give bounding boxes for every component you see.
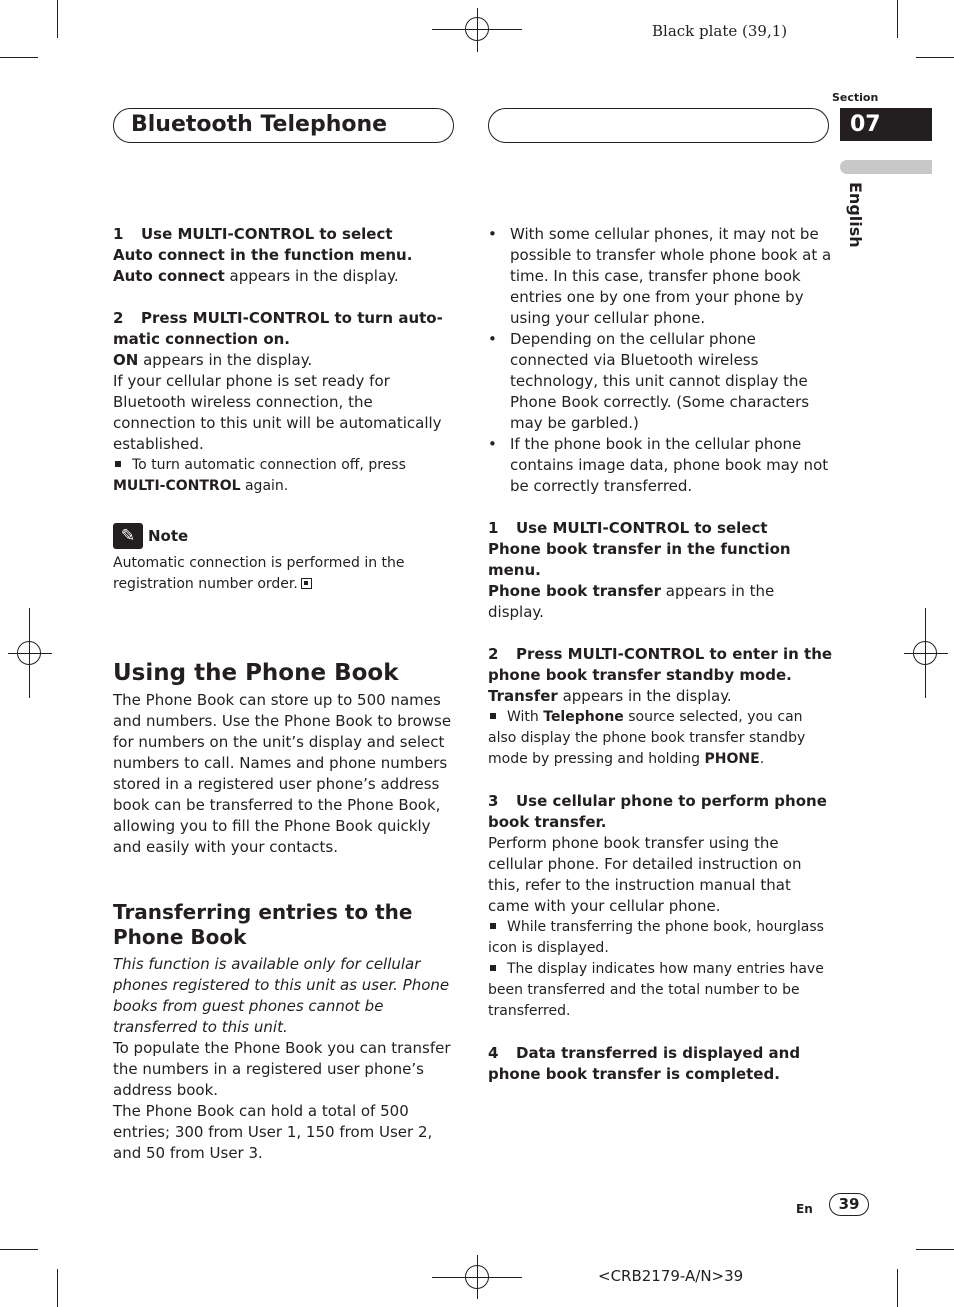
- step-result: ON appears in the display.: [113, 351, 313, 369]
- step-body: If your cellular phone is set ready for Bluetooth wireless connection, the connection to this unit will be automatically established.: [113, 372, 442, 453]
- bullet-dot-icon: •: [488, 435, 497, 453]
- step-heading: book transfer.: [488, 813, 607, 831]
- end-mark-icon: [301, 578, 312, 589]
- note-text: Automatic connection is performed in the registration number order.: [113, 555, 405, 592]
- section-number: 07: [840, 108, 932, 141]
- transfer-italic-note: This function is available only for cellular phones registered to this unit as user. Phone books from guest phones cannot be transferred to this unit.: [113, 955, 450, 1036]
- heading-phone-book: Using the Phone Book: [113, 660, 399, 686]
- language-label: English: [846, 182, 865, 248]
- crop-mark: [916, 57, 954, 58]
- tip: While transferring the phone book, hourglass icon is displayed.: [488, 919, 824, 956]
- step-heading: 4 Data transferred is displayed and: [488, 1044, 801, 1062]
- page-number: 39: [829, 1193, 869, 1216]
- note-pencil-icon: ✎: [113, 523, 143, 549]
- step-heading: Phone book transfer in the function menu.: [488, 540, 791, 579]
- registration-circle: [913, 641, 937, 665]
- step-result: Phone book transfer appears in the display.: [488, 582, 775, 621]
- transfer-paragraph: To populate the Phone Book you can transfer the numbers in a registered user phone’s address book.: [113, 1039, 451, 1099]
- square-bullet-icon: [490, 713, 496, 719]
- crop-mark: [916, 1249, 954, 1250]
- step-heading: 3 Use cellular phone to perform phone: [488, 792, 827, 810]
- step-heading: Auto connect in the function menu.: [113, 246, 413, 264]
- header-empty-box: [488, 108, 829, 143]
- step-heading: 2 Press MULTI-CONTROL to enter in the: [488, 645, 833, 663]
- bullet-item: • Depending on the cellular phone connected via Bluetooth wireless technology, this unit cannot display the Phone Book correctly. (Some characters may be garbled.): [488, 330, 810, 432]
- crop-mark: [57, 0, 58, 38]
- step-result: Auto connect appears in the display.: [113, 267, 399, 285]
- section-label: Section: [832, 91, 879, 104]
- tip: MULTI-CONTROL again.: [113, 478, 289, 494]
- step-heading: 2 Press MULTI-CONTROL to turn auto-: [113, 309, 443, 327]
- step-heading: phone book transfer standby mode.: [488, 666, 792, 684]
- note-heading: ✎ Note: [113, 523, 458, 549]
- square-bullet-icon: [490, 923, 496, 929]
- page-title: Bluetooth Telephone: [131, 112, 388, 137]
- registration-circle: [465, 17, 489, 41]
- step-heading: 1 Use MULTI-CONTROL to select: [113, 225, 393, 243]
- bullet-item: • With some cellular phones, it may not be possible to transfer whole phone book at a time. In this case, transfer phone book entries one by one from your phone by using your cellular phone.: [488, 225, 832, 327]
- crop-mark: [897, 0, 898, 38]
- square-bullet-icon: [490, 965, 496, 971]
- crop-mark: [57, 1269, 58, 1307]
- crop-mark: [897, 1269, 898, 1307]
- tip: To turn automatic connection off, press: [113, 455, 458, 476]
- tip: With Telephone source selected, you can also display the phone book transfer standby mode by pressing and holding PHONE.: [488, 709, 806, 767]
- step-heading: matic connection on.: [113, 330, 290, 348]
- phone-book-paragraph: The Phone Book can store up to 500 names and numbers. Use the Phone Book to browse for numbers on the unit’s display and select numbers to call. Names and phone numbers stored in a registered user phone’s address book can be transferred to the Phone Book, allowing you to fill the Phone Book quickly and easily with your contacts.: [113, 691, 452, 856]
- step-heading: 1 Use MULTI-CONTROL to select: [488, 519, 768, 537]
- transfer-paragraph: The Phone Book can hold a total of 500 entries; 300 from User 1, 150 from User 2, and 50 from User 3.: [113, 1102, 433, 1162]
- left-column: [113, 224, 458, 1164]
- footer-code: <CRB2179-A/N>39: [598, 1267, 744, 1285]
- bullet-dot-icon: •: [488, 225, 497, 243]
- footer-language: En: [796, 1202, 813, 1216]
- tip: The display indicates how many entries have been transferred and the total number to be transferred.: [488, 961, 824, 1019]
- header-title-box: [113, 108, 454, 143]
- right-column: [488, 224, 833, 1085]
- registration-circle: [465, 1265, 489, 1289]
- heading-transfer: Transferring entries to the Phone Book: [113, 900, 413, 949]
- registration-circle: [17, 641, 41, 665]
- plate-label: Black plate (39,1): [652, 22, 788, 40]
- crop-mark: [0, 57, 38, 58]
- square-bullet-icon: [115, 461, 121, 467]
- crop-mark: [0, 1249, 38, 1250]
- bullet-item: • If the phone book in the cellular phone contains image data, phone book may not be correctly transferred.: [488, 435, 829, 495]
- bullet-dot-icon: •: [488, 330, 497, 348]
- step-heading: phone book transfer is completed.: [488, 1065, 780, 1083]
- step-result: Transfer appears in the display.: [488, 687, 732, 705]
- language-tab-bar: [840, 160, 932, 174]
- step-body: Perform phone book transfer using the cellular phone. For detailed instruction on this, refer to the instruction manual that came with your cellular phone.: [488, 834, 802, 915]
